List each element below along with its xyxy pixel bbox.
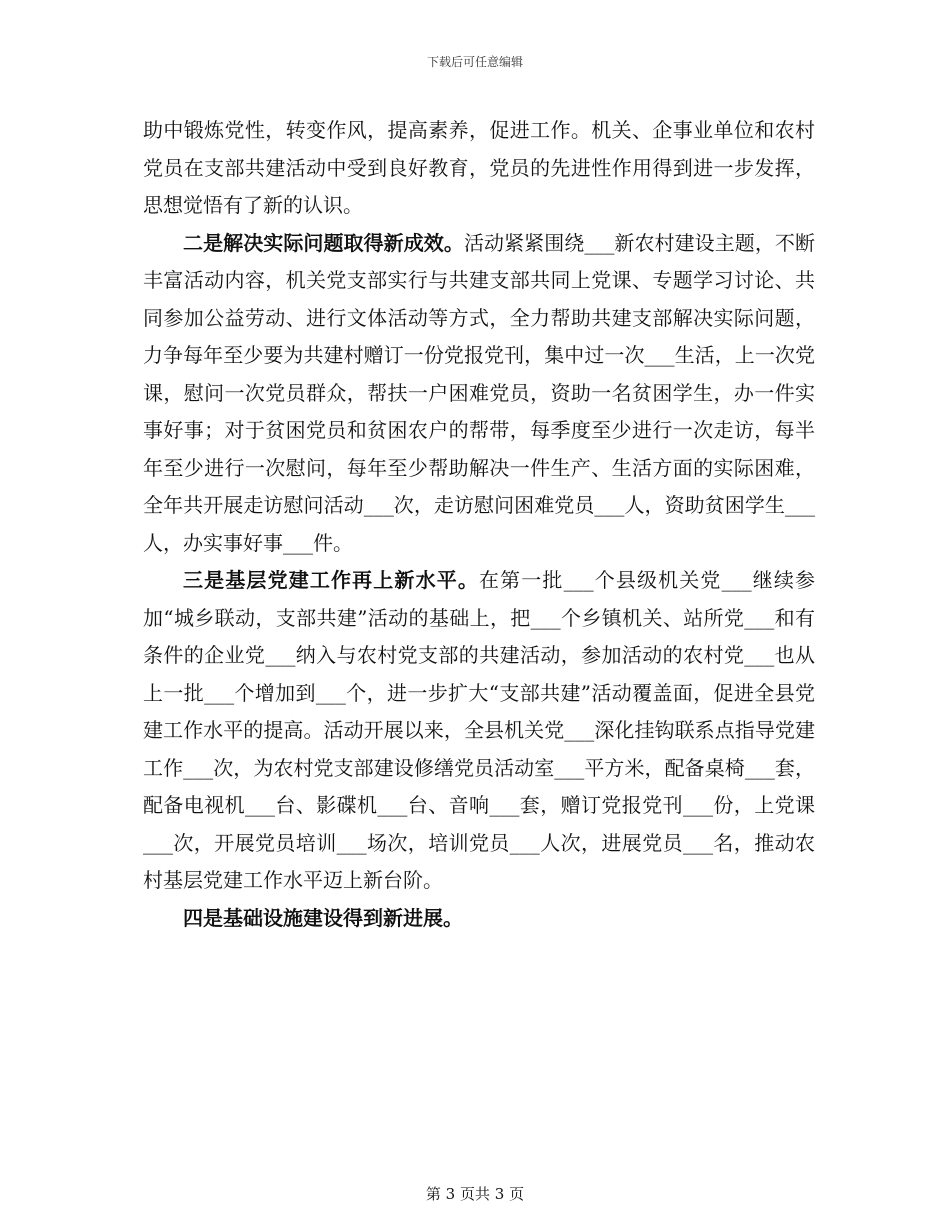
paragraph-4	[143, 900, 815, 938]
paragraph-2-lead: 二是解决实际问题取得新成效。	[183, 230, 464, 255]
paragraph-2-text: 活动紧紧围绕___新农村建设主题，不断丰富活动内容，机关党支部实行与共建支部共同上党课、专题学习讨论、共同参加公益劳动、进行文体活动等方式，全力帮助共建支部解决实际问题，力争每年至少要为共建村赠订一份党报党刊，集中过一次___生活，上一次党课，慰问一次党员群众，帮扶一户困难党员，资助一名贫困学生，办一件实事好事；对于贫困党员和贫困农户的帮带，每季度至少进行一次走访，每半年至少进行一次慰问，每年至少帮助解决一件生产、生活方面的实际困难，全年共开展走访慰问活动___次，走访慰问困难党员___人，资助贫困学生___人，办实事好事___件。	[143, 230, 816, 555]
page-footer: 第 3 页共 3 页	[425, 1185, 525, 1203]
paragraph-3-text: 在第一批___个县级机关党___继续参加“城乡联动，支部共建”活动的基础上，把___个乡镇机关、站所党___和有条件的企业党___纳入与农村党支部的共建活动，参加活动的农村党___也从上一批___个增加到___个，进一步扩大“支部共建”活动覆盖面，促进全县党建工作水平的提高。活动开展以来，全县机关党___深化挂钩联系点指导党建工作___次，为农村党支部建设修缮党员活动室___平方米，配备桌椅___套，配备电视机___台、影碟机___台、音响___套，赠订党报党刊___份，上党课___次，开展党员培训___场次，培训党员___人次，进展党员___名，推动农村基层党建工作水平迈上新台阶。	[143, 568, 815, 892]
paragraph-3	[143, 562, 815, 900]
paragraph-3-lead: 三是基层党建工作再上新水平。	[183, 568, 479, 592]
paragraph-1-text: 助中锻炼党性，转变作风，提高素养，促进工作。机关、企事业单位和农村党员在支部共建活动中受到良好教育，党员的先进性作用得到进一步发挥，思想觉悟有了新的认识。	[143, 118, 815, 217]
paragraph-1	[143, 112, 815, 225]
paragraph-4-lead: 四是基础设施建设得到新进展。	[183, 905, 463, 930]
paragraph-2	[143, 225, 815, 563]
document-body	[143, 112, 815, 937]
page-header: 下载后可任意编辑	[426, 55, 523, 69]
